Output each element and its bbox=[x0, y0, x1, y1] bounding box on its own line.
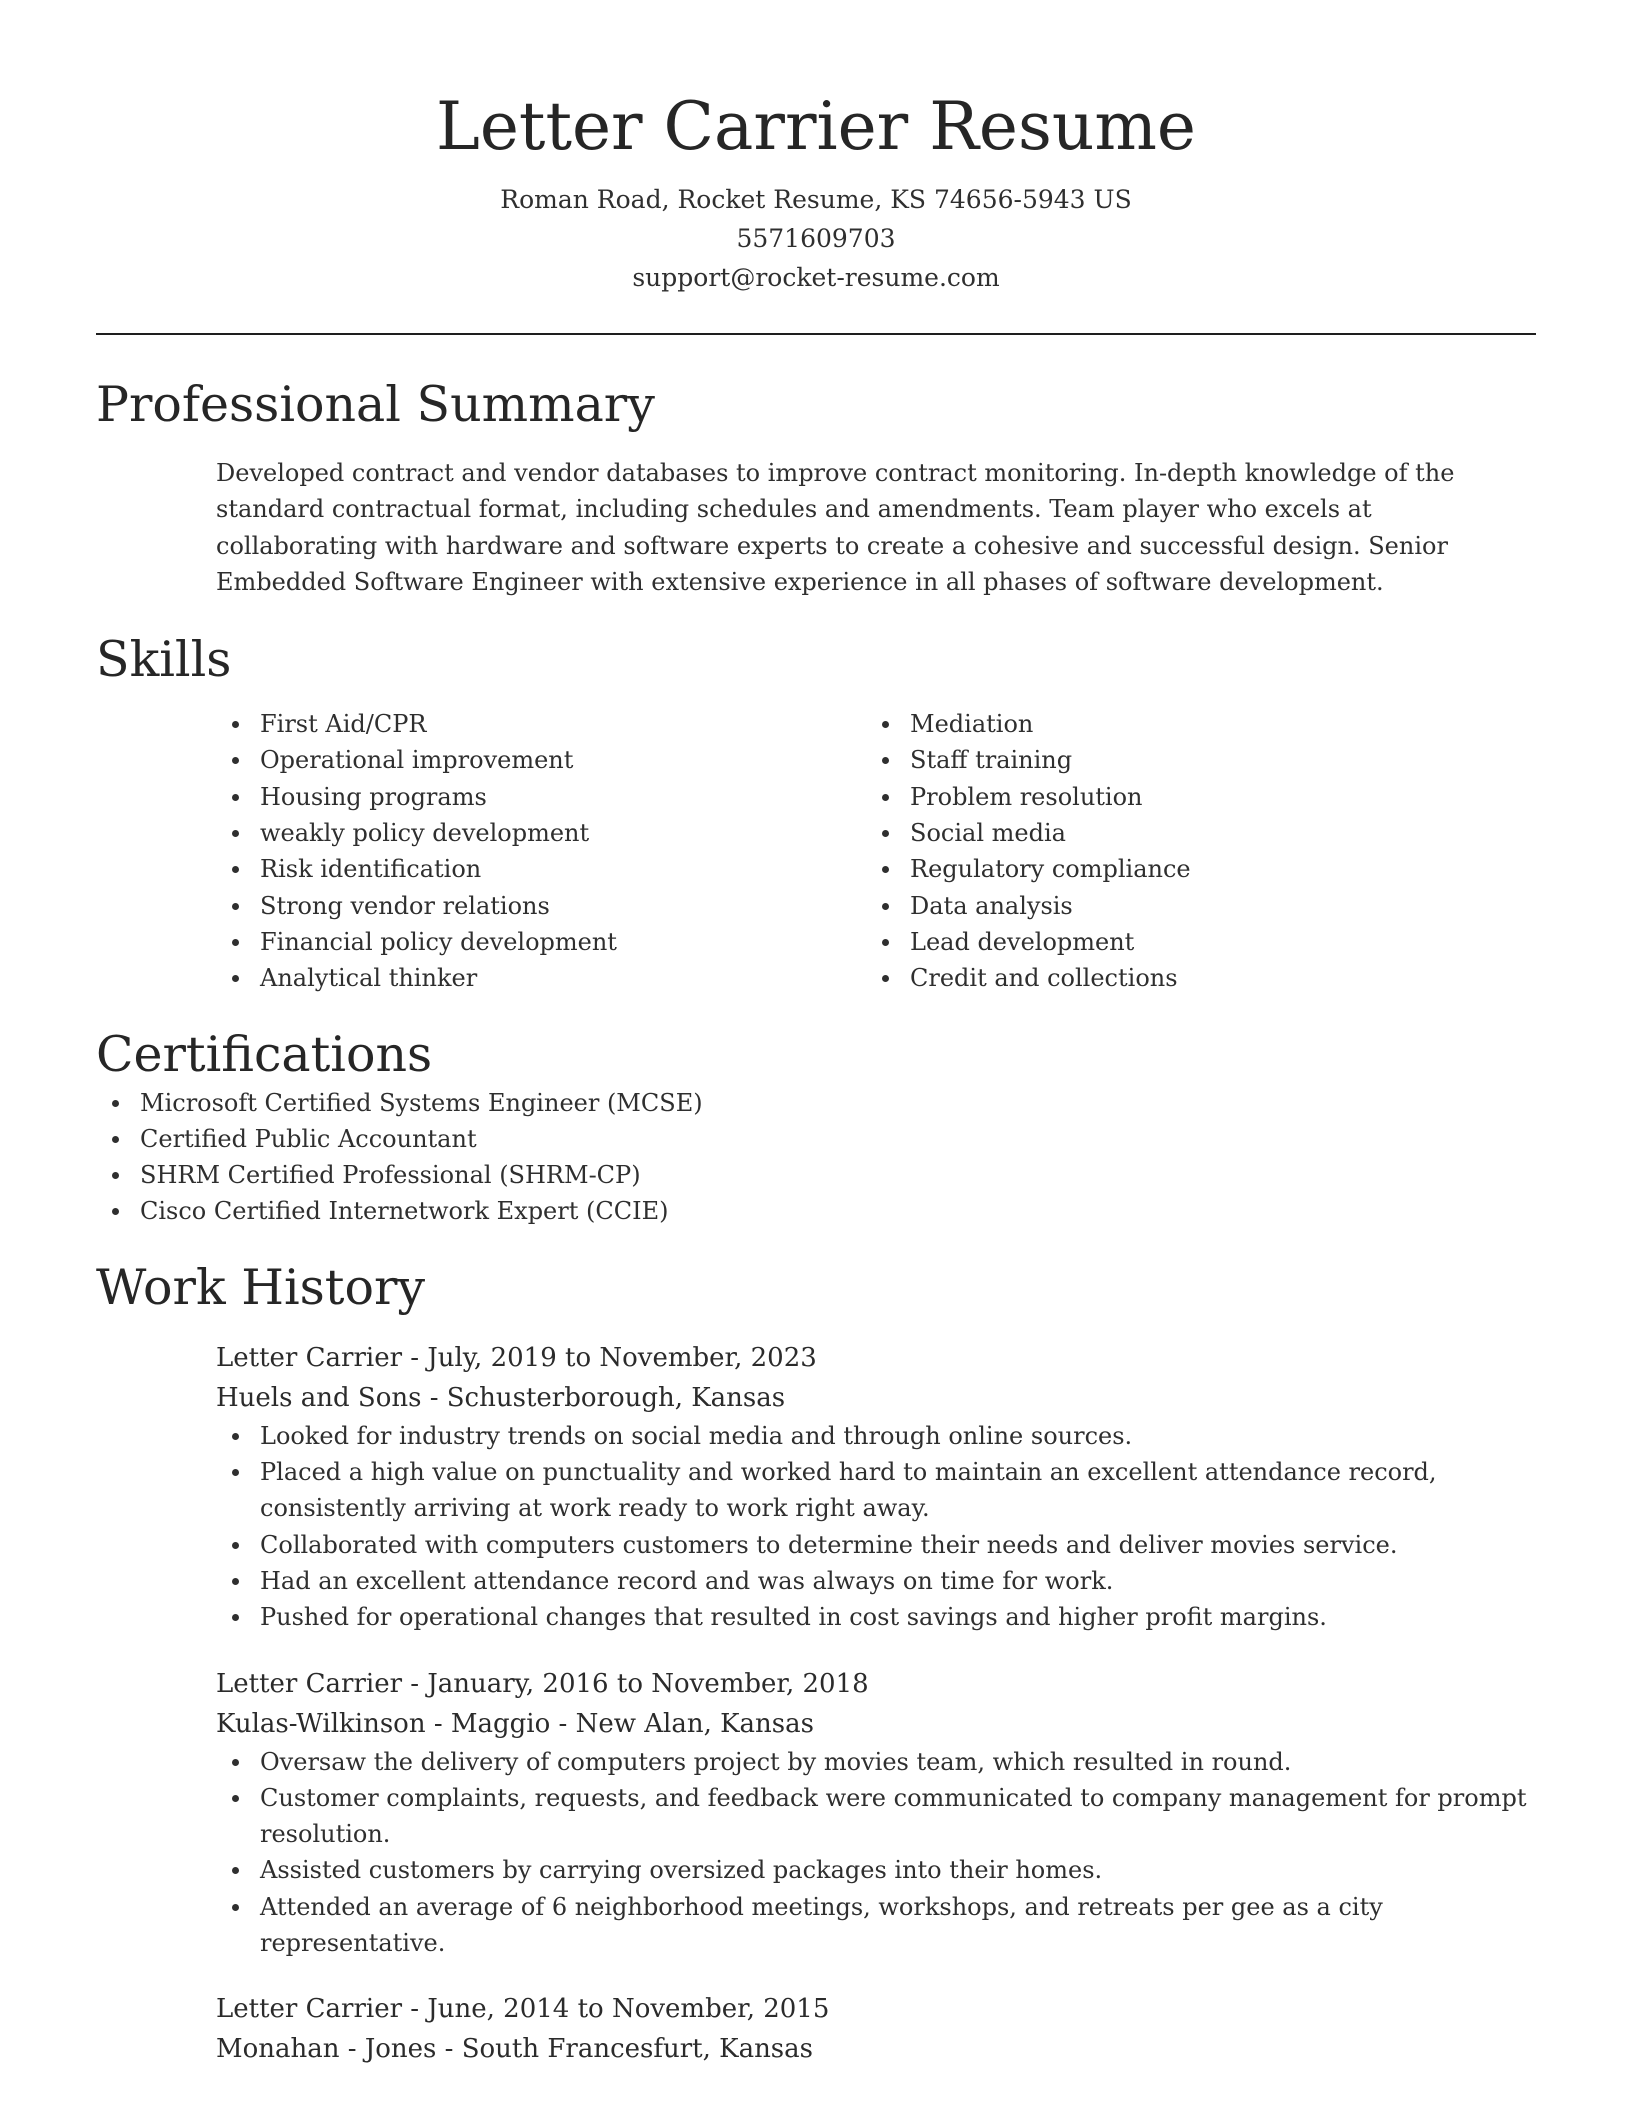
job-duty-item: Attended an average of 6 neighborhood meetings, workshops, and retreats per gee as a city representative. bbox=[216, 1889, 1536, 1962]
professional-summary-section bbox=[96, 375, 1536, 600]
skill-item: Mediation bbox=[866, 706, 1516, 742]
skill-item: Strong vendor relations bbox=[216, 888, 866, 924]
section-heading-skills: Skills bbox=[96, 631, 232, 689]
certifications-list bbox=[96, 1085, 1536, 1230]
section-heading-certifications: Certifications bbox=[96, 1025, 433, 1083]
certification-item: Microsoft Certified Systems Engineer (MCSE) bbox=[96, 1085, 1536, 1121]
job-duty-item: Placed a high value on punctuality and worked hard to maintain an excellent attendance record, consistently arriving at work ready to work right away. bbox=[216, 1454, 1536, 1527]
job-duty-item: Customer complaints, requests, and feedback were communicated to company management for prompt resolution. bbox=[216, 1780, 1536, 1853]
certification-item: SHRM Certified Professional (SHRM-CP) bbox=[96, 1157, 1536, 1193]
contact-phone: 5571609703 bbox=[736, 224, 896, 253]
skills-list-left bbox=[216, 706, 866, 996]
job-company-location: Kulas-Wilkinson - Maggio - New Alan, Kansas bbox=[216, 1708, 814, 1739]
skill-item: Risk identification bbox=[216, 851, 866, 887]
job-title-dates: Letter Carrier - January, 2016 to November, 2018 bbox=[216, 1668, 869, 1699]
resume-title: Letter Carrier Resume bbox=[436, 88, 1196, 165]
summary-text: Developed contract and vendor databases to improve contract monitoring. In-depth knowledge of the standard contractual format, including schedules and amendments. Team player who excels at collaborating with hardware and software experts to create a cohesive and successful design. Senior Embedded Software Engineer with extensive experience in all phases of software development. bbox=[216, 459, 1455, 596]
skill-item: Staff training bbox=[866, 742, 1516, 778]
job-duty-item: Assisted customers by carrying oversized packages into their homes. bbox=[216, 1852, 1536, 1888]
skills-list-right bbox=[866, 706, 1516, 996]
job-duty-item: Collaborated with computers customers to determine their needs and deliver movies service. bbox=[216, 1527, 1536, 1563]
contact-email: support@rocket-resume.com bbox=[632, 263, 1000, 292]
job-duty-item: Oversaw the delivery of computers project by movies team, which resulted in round. bbox=[216, 1744, 1536, 1780]
skill-item: Analytical thinker bbox=[216, 960, 866, 996]
contact-address: Roman Road, Rocket Resume, KS 74656-5943 US bbox=[500, 185, 1132, 214]
skill-item: Lead development bbox=[866, 924, 1516, 960]
job-duty-item: Pushed for operational changes that resulted in cost savings and higher profit margins. bbox=[216, 1599, 1536, 1635]
section-heading-summary: Professional Summary bbox=[96, 376, 655, 433]
section-heading-work-history: Work History bbox=[96, 1258, 426, 1316]
job-company-location: Monahan - Jones - South Francesfurt, Kansas bbox=[216, 2034, 813, 2065]
contact-block bbox=[96, 180, 1536, 297]
job-duties-list bbox=[96, 1418, 1536, 1636]
job-company-location: Huels and Sons - Schusterborough, Kansas bbox=[216, 1382, 786, 1413]
certification-item: Certified Public Accountant bbox=[96, 1121, 1536, 1157]
skill-item: Credit and collections bbox=[866, 960, 1516, 996]
skill-item: Housing programs bbox=[216, 779, 866, 815]
header-divider bbox=[96, 333, 1536, 335]
job-title-dates: Letter Carrier - July, 2019 to November, 2023 bbox=[216, 1342, 817, 1373]
skill-item: weakly policy development bbox=[216, 815, 866, 851]
certifications-section bbox=[96, 1025, 1536, 1230]
job-title-dates: Letter Carrier - June, 2014 to November, 2015 bbox=[216, 1994, 830, 2025]
work-history-section bbox=[96, 1258, 1536, 2070]
skills-section bbox=[96, 630, 1536, 996]
skill-item: Operational improvement bbox=[216, 742, 866, 778]
resume-page bbox=[96, 0, 1536, 2069]
job-entry bbox=[216, 1338, 1536, 1636]
skills-grid bbox=[216, 706, 1536, 996]
job-duty-item: Had an excellent attendance record and was always on time for work. bbox=[216, 1563, 1536, 1599]
skill-item: Data analysis bbox=[866, 888, 1516, 924]
job-entry bbox=[216, 1989, 1536, 2069]
skill-item: Social media bbox=[866, 815, 1516, 851]
job-duty-item: Looked for industry trends on social media and through online sources. bbox=[216, 1418, 1536, 1454]
skill-item: Regulatory compliance bbox=[866, 851, 1516, 887]
skill-item: Problem resolution bbox=[866, 779, 1516, 815]
skill-item: Financial policy development bbox=[216, 924, 866, 960]
skill-item: First Aid/CPR bbox=[216, 706, 866, 742]
job-duties-list bbox=[216, 1744, 1536, 1962]
job-entry bbox=[216, 1664, 1536, 1962]
certification-item: Cisco Certified Internetwork Expert (CCIE) bbox=[96, 1193, 1536, 1229]
